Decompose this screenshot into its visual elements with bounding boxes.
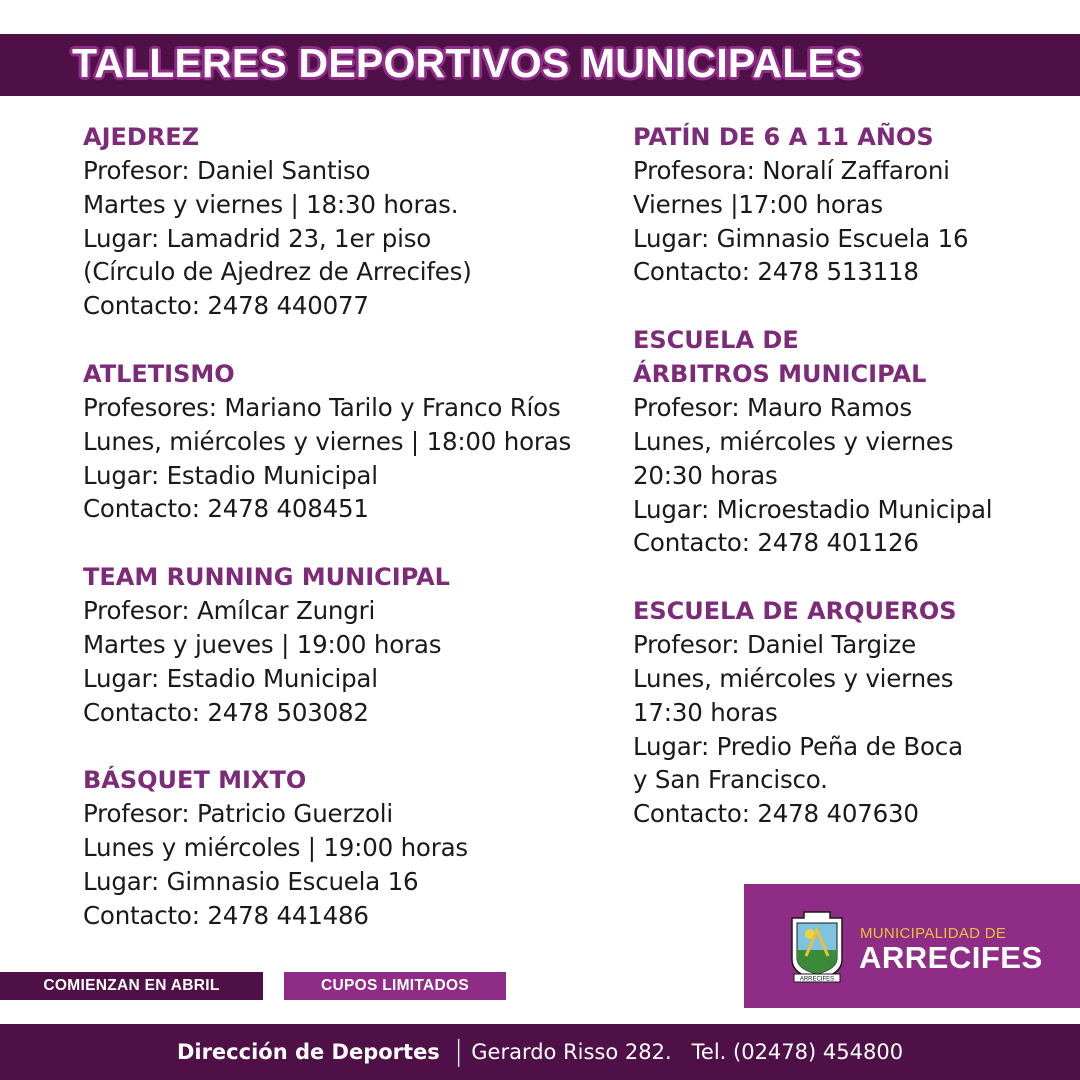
workshop-title: ESCUELA DE ARQUEROS (633, 597, 957, 626)
workshop-basquet (83, 763, 603, 932)
left-column (83, 120, 603, 967)
workshop-schedule: Martes y jueves | 19:00 horas (83, 629, 442, 659)
workshop-arbitros (633, 323, 1063, 560)
footer (0, 1024, 1080, 1080)
workshop-professor: Profesor: Daniel Santiso (83, 156, 371, 185)
workshop-contact: Contacto: 2478 407630 (633, 799, 919, 829)
workshop-location: Lugar: Estadio Municipal (83, 663, 378, 693)
workshop-days: Lunes, miércoles y viernes (633, 426, 954, 456)
workshop-contact: Contacto: 2478 440077 (83, 291, 369, 321)
workshop-days: Lunes, miércoles y viernes (633, 663, 954, 693)
page-title: TALLERES DEPORTIVOS MUNICIPALES (72, 40, 863, 86)
workshop-schedule: Martes y viernes | 18:30 horas. (83, 189, 459, 219)
workshop-location: Lugar: Gimnasio Escuela 16 (83, 866, 419, 896)
workshop-professor: Profesor: Daniel Targize (633, 630, 916, 660)
workshop-title: TEAM RUNNING MUNICIPAL (83, 563, 450, 592)
workshop-schedule: Lunes y miércoles | 19:00 horas (83, 833, 468, 863)
footer-department: Dirección de Deportes (176, 1040, 440, 1064)
workshop-contact: Contacto: 2478 441486 (83, 900, 369, 930)
workshop-contact: Contacto: 2478 408451 (83, 494, 369, 524)
workshop-location: Lugar: Lamadrid 23, 1er piso (83, 223, 432, 253)
workshop-title: ESCUELA DE (633, 326, 799, 355)
limited-spots-badge: CUPOS LIMITADOS (284, 972, 506, 1000)
workshop-time: 20:30 horas (633, 460, 778, 490)
footer-address: Gerardo Risso 282. (471, 1040, 672, 1064)
workshop-team-running (83, 560, 603, 729)
footer-phone: Tel. (02478) 454800 (691, 1040, 904, 1064)
workshop-contact: Contacto: 2478 503082 (83, 697, 369, 727)
workshop-title: AJEDREZ (83, 123, 200, 151)
workshop-location: Lugar: Gimnasio Escuela 16 (633, 223, 969, 253)
workshop-arqueros (633, 594, 1063, 831)
municipality-logo (744, 884, 1080, 1008)
workshop-schedule: Lunes, miércoles y viernes | 18:00 horas (83, 426, 572, 456)
workshop-title: PATÍN DE 6 A 11 AÑOS (633, 123, 934, 151)
workshop-location: Lugar: Microestadio Municipal (633, 494, 993, 524)
workshop-professor: Profesor: Patricio Guerzoli (83, 799, 393, 829)
workshop-location: Lugar: Estadio Municipal (83, 460, 378, 490)
logo-subtitle: MUNICIPALIDAD DE (860, 925, 1007, 942)
crest-label: ARRECIFES (799, 976, 835, 983)
workshop-schedule: Viernes |17:00 horas (633, 189, 883, 219)
workshop-location-detail: y San Francisco. (633, 765, 828, 795)
workshop-contact: Contacto: 2478 513118 (633, 257, 919, 287)
workshop-atletismo (83, 357, 603, 526)
workshop-professor: Profesores: Mariano Tarilo y Franco Ríos (83, 392, 561, 422)
footer-separator: | (453, 1033, 464, 1067)
right-column (633, 120, 1063, 865)
workshop-title-line2: ÁRBITROS MUNICIPAL (633, 360, 927, 389)
workshop-professor: Profesor: Mauro Ramos (633, 393, 912, 423)
workshop-title: ATLETISMO (83, 359, 235, 388)
workshop-professor: Profesora: Noralí Zaffaroni (633, 156, 950, 185)
workshop-patin (633, 120, 1063, 289)
workshop-location-detail: (Círculo de Ajedrez de Arrecifes) (83, 257, 472, 287)
workshop-title: BÁSQUET MIXTO (83, 766, 307, 795)
start-date-badge: COMIENZAN EN ABRIL (0, 972, 263, 1000)
logo-title: ARRECIFES (859, 940, 1043, 975)
workshop-ajedrez (83, 120, 603, 323)
workshop-location: Lugar: Predio Peña de Boca (633, 731, 963, 761)
workshop-professor: Profesor: Amílcar Zungri (83, 596, 376, 626)
workshop-time: 17:30 horas (633, 697, 778, 727)
workshop-contact: Contacto: 2478 401126 (633, 528, 919, 558)
municipal-crest-icon (786, 908, 848, 984)
